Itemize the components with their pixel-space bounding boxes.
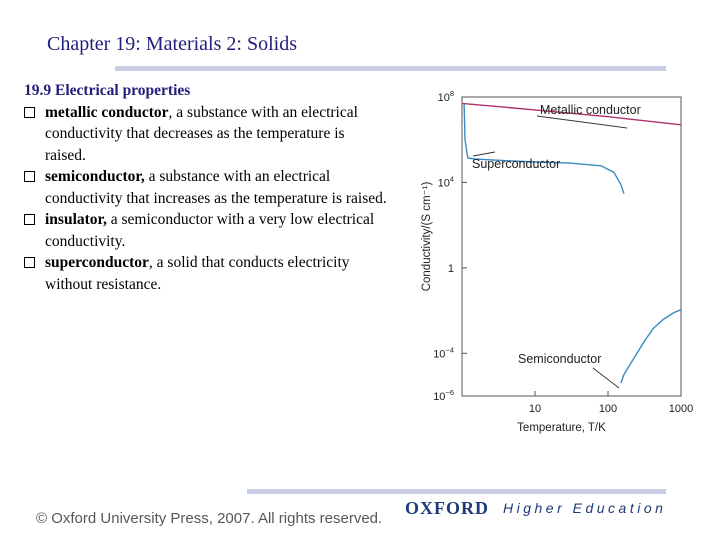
bullet-semiconductor — [24, 166, 389, 209]
x-tick-label: 10 — [528, 403, 542, 415]
bullet-superconductor — [24, 252, 389, 295]
series-label-superconductor: Superconductor — [472, 157, 561, 171]
bullet-term: superconductor — [45, 254, 149, 271]
checkbox-bullet-icon — [24, 107, 35, 118]
y-tick-label: $10^{-4}$ — [433, 345, 454, 361]
oxford-logo: OXFORD — [405, 498, 489, 518]
section-heading: 19.9 Electrical properties — [24, 82, 191, 99]
x-tick-label: 1000 — [668, 403, 694, 415]
slide-title: Chapter 19: Materials 2: Solids — [47, 33, 297, 55]
bullet-text: a semiconductor with a very low electrical conductivity. — [45, 211, 375, 250]
bullet-text: , a substance with an electrical conductivity that decreases as the temperature is raised. — [45, 103, 358, 164]
footer-rule — [247, 489, 666, 494]
bullet-term: insulator, — [45, 211, 107, 228]
text-block — [24, 80, 389, 295]
y-tick-label: $10^8$ — [437, 89, 454, 104]
annotation-leader-line — [593, 368, 619, 388]
series-label-semiconductor: Semiconductor — [518, 352, 602, 366]
bullet-term: metallic conductor — [45, 103, 169, 121]
bullet-term: semiconductor, — [45, 168, 145, 185]
bullet-insulator — [24, 209, 389, 252]
checkbox-bullet-icon — [24, 257, 35, 268]
title-rule — [115, 66, 666, 71]
x-axis-label: Temperature, T/K — [517, 422, 606, 434]
bullet-text: a substance with an electrical conductivity that increases as the temperature is raised. — [45, 168, 387, 207]
y-tick-label: $10^4$ — [437, 174, 454, 190]
series-label-metallic-conductor: Metallic conductor — [540, 103, 641, 117]
series-line-semiconductor — [621, 310, 681, 383]
conductivity-chart — [415, 86, 705, 436]
bullet-text: , a solid that conducts electricity without resistance. — [45, 254, 350, 293]
bullet-metallic-conductor — [24, 102, 389, 167]
x-tick-label: 100 — [598, 403, 618, 415]
y-tick-label: $10^{-6}$ — [433, 388, 454, 403]
higher-education-logo: Higher Education — [503, 500, 667, 516]
checkbox-bullet-icon — [24, 171, 35, 182]
checkbox-bullet-icon — [24, 214, 35, 225]
copyright-text: © Oxford University Press, 2007. All rights reserved. — [36, 510, 383, 527]
annotation-leader-line — [473, 152, 495, 156]
y-tick-label: 1 — [447, 262, 454, 275]
y-axis-label: Conductivity/(S cm⁻¹) — [421, 181, 433, 292]
